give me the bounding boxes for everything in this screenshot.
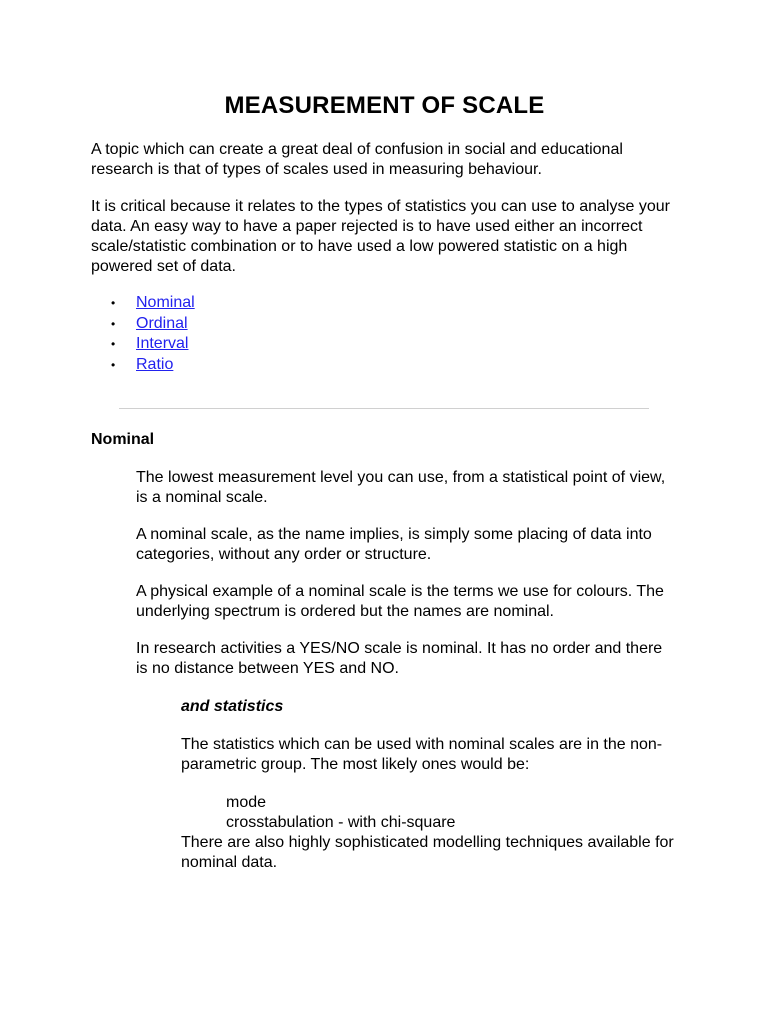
section-divider [119, 408, 649, 409]
bullet-icon: • [111, 357, 116, 372]
section-heading-nominal: Nominal [91, 431, 155, 448]
bullet-icon: • [111, 337, 116, 351]
toc-item [111, 355, 678, 376]
nominal-paragraph: A nominal scale, as the name implies, is simply some placing of data into categories, without any order or structure. [136, 526, 652, 563]
toc-item [111, 334, 678, 355]
nominal-paragraph: In research activities a YES/NO scale is nominal. It has no order and there is no distance between YES and NO. [136, 640, 663, 677]
statistics-list [226, 793, 678, 833]
intro-paragraph: A topic which can create a great deal of confusion in social and educational research is that of types of scales used in measuring behaviour. [91, 141, 623, 178]
bullet-icon: • [111, 316, 116, 331]
statistics-subsection [181, 697, 678, 873]
toc-link-nominal[interactable]: Nominal [136, 294, 195, 311]
toc-link-ratio[interactable]: Ratio [136, 355, 174, 373]
statistics-list-item: mode [226, 794, 267, 811]
page-title: MEASUREMENT OF SCALE [224, 92, 545, 119]
nominal-paragraph: A physical example of a nominal scale is the terms we use for colours. The underlying spectrum is ordered but the names are nominal. [136, 583, 664, 620]
nominal-section-body [136, 468, 678, 873]
statistics-paragraph: The statistics which can be used with nominal scales are in the non-parametric group. The most likely ones would be: [181, 736, 663, 773]
intro-paragraph: It is critical because it relates to the types of statistics you can use to analyse your data. An easy way to have a paper rejected is to have used either an incorrect scale/statistic combination or to have used a low powered statistic on a high powered set of data. [91, 198, 670, 275]
statistics-list-item: crosstabulation - with chi-square [226, 814, 456, 831]
nominal-paragraph: The lowest measurement level you can use, from a statistical point of view, is a nominal scale. [136, 469, 666, 506]
table-of-contents [91, 293, 678, 375]
statistics-closing-paragraph: There are also highly sophisticated modelling techniques available for nominal data. [181, 834, 674, 871]
bullet-icon: • [111, 296, 116, 310]
subsection-heading-statistics: and statistics [181, 698, 284, 715]
toc-link-ordinal[interactable]: Ordinal [136, 314, 188, 332]
toc-item [111, 293, 678, 314]
toc-item [111, 314, 678, 335]
toc-link-interval[interactable]: Interval [136, 335, 189, 352]
